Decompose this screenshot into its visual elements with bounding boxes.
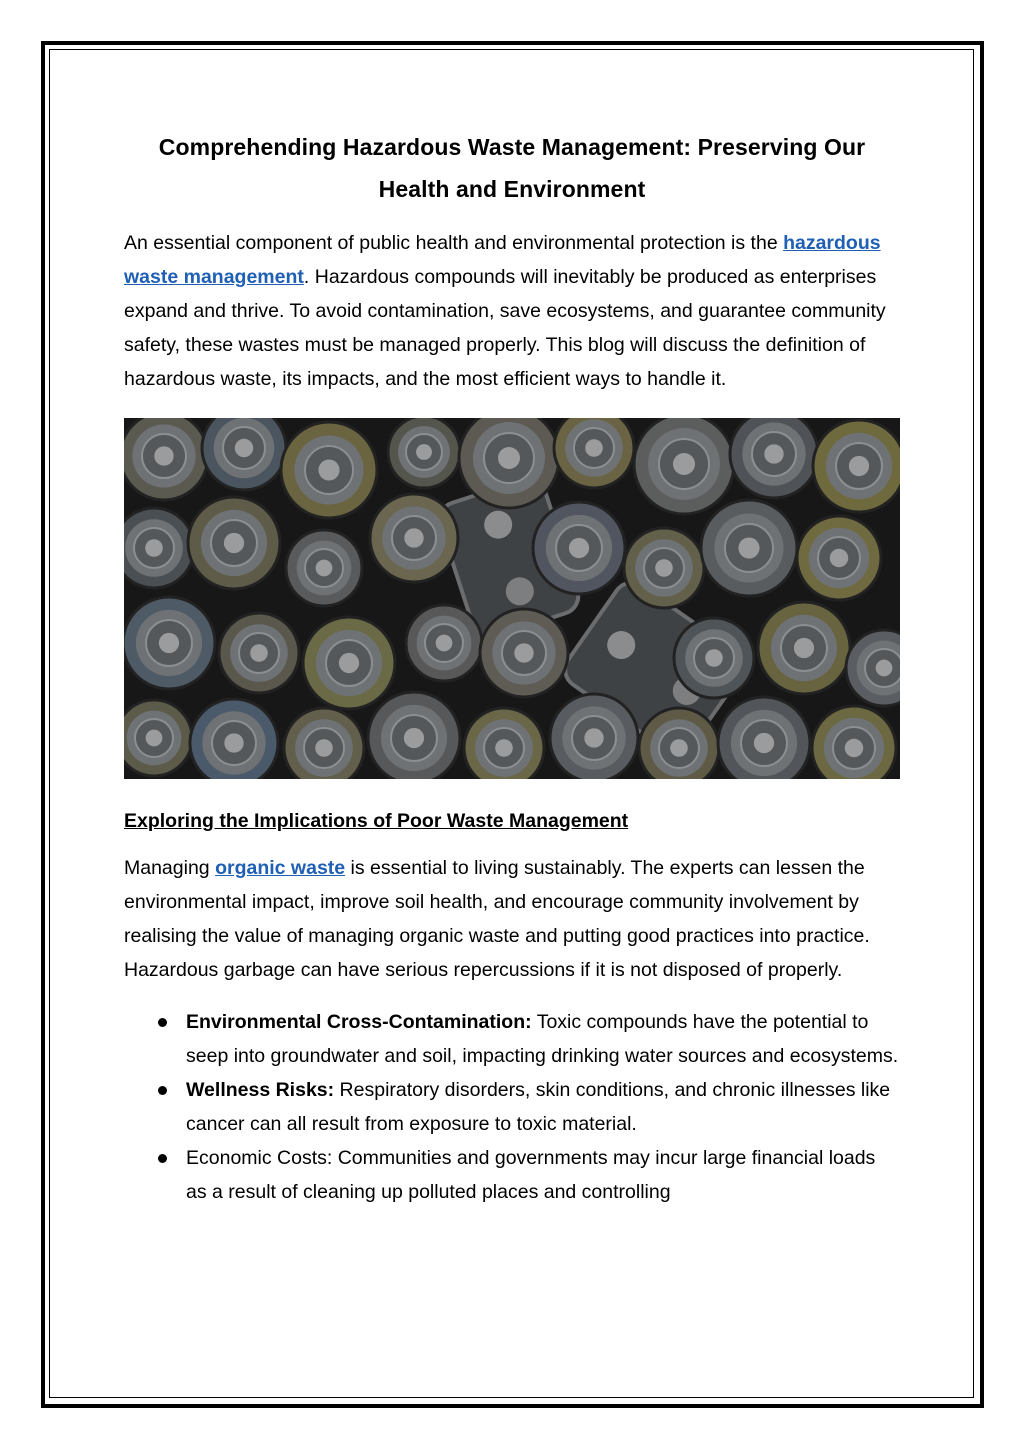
list-item-term: Wellness Risks:	[186, 1079, 335, 1101]
round-battery-shape	[124, 597, 215, 689]
round-battery-shape	[730, 418, 818, 498]
list-item-text: Economic Costs: Communities and governments may incur large financial loads as a result of cleaning up polluted places and controlling	[186, 1147, 876, 1203]
list-item	[124, 1005, 900, 1073]
round-battery-shape	[464, 708, 544, 779]
round-battery-shape	[190, 699, 278, 779]
round-battery-shape	[284, 708, 364, 779]
section-paragraph	[124, 851, 900, 987]
batteries-image	[124, 418, 900, 779]
round-battery-shape	[370, 494, 458, 582]
intro-paragraph	[124, 226, 900, 396]
round-battery-shape	[639, 708, 719, 779]
intro-text-after: . Hazardous compounds will inevitably be produced as enterprises expand and thrive. To avoid contamination, save ecosystems, and guarantee community safety, these wastes must be managed properly. This blog will discuss the definition of hazardous waste, its impacts, and the most efficient ways to handle it.	[124, 266, 886, 390]
section-text-after: is essential to living sustainably. The experts can lessen the environmental impact, improve soil health, and encourage community involvement by realising the value of managing organic waste and putting good practices into practice. Hazardous garbage can have serious repercussions if it is not disposed of properly.	[124, 857, 870, 981]
round-battery-shape	[533, 502, 625, 594]
round-battery-shape	[813, 420, 900, 512]
bullet-icon	[158, 1154, 167, 1163]
list-item-term: Environmental Cross-Contamination:	[186, 1011, 532, 1033]
implications-list	[124, 1005, 900, 1209]
round-battery-shape	[758, 602, 850, 694]
round-battery-shape	[459, 418, 559, 508]
round-battery-shape	[624, 528, 704, 608]
list-item	[124, 1073, 900, 1141]
round-battery-shape	[368, 692, 460, 779]
round-battery-shape	[550, 694, 638, 779]
round-battery-shape	[124, 508, 194, 588]
round-battery-shape	[219, 613, 299, 693]
organic-waste-link[interactable]: organic waste	[215, 857, 346, 879]
section-heading: Exploring the Implications of Poor Waste Management	[124, 810, 629, 832]
section-text-before: Managing	[124, 857, 216, 879]
round-battery-shape	[846, 630, 900, 706]
round-battery-shape	[281, 422, 377, 518]
list-item-text: Respiratory disorders, skin conditions, and chronic illnesses like cancer can all result from exposure to toxic material.	[186, 1079, 891, 1135]
round-battery-shape	[812, 706, 896, 779]
round-battery-shape	[797, 516, 881, 600]
list-item	[124, 1141, 900, 1209]
round-battery-shape	[634, 418, 734, 514]
hazardous-waste-management-link[interactable]: hazardous waste management	[124, 232, 881, 288]
document-title: Comprehending Hazardous Waste Management: Preserving Our Health and Environment	[158, 134, 866, 202]
round-battery-shape	[480, 609, 568, 697]
round-battery-shape	[202, 418, 286, 490]
round-battery-shape	[388, 418, 460, 488]
round-battery-shape	[554, 418, 634, 488]
intro-text-before: An essential component of public health and environmental protection is the	[124, 232, 784, 254]
round-battery-shape	[674, 618, 754, 698]
bullet-icon	[158, 1018, 167, 1027]
bullet-icon	[158, 1086, 167, 1095]
round-battery-shape	[701, 500, 797, 596]
round-battery-shape	[303, 617, 395, 709]
round-battery-shape	[124, 418, 208, 500]
round-battery-shape	[718, 697, 810, 779]
round-battery-shape	[188, 497, 280, 589]
round-battery-shape	[406, 605, 482, 681]
round-battery-shape	[286, 530, 362, 606]
round-battery-shape	[124, 700, 192, 776]
list-item-text: Toxic compounds have the potential to seep into groundwater and soil, impacting drinking water sources and ecosystems.	[186, 1011, 899, 1067]
document-content	[124, 120, 900, 1209]
batteries-photo	[124, 418, 900, 779]
